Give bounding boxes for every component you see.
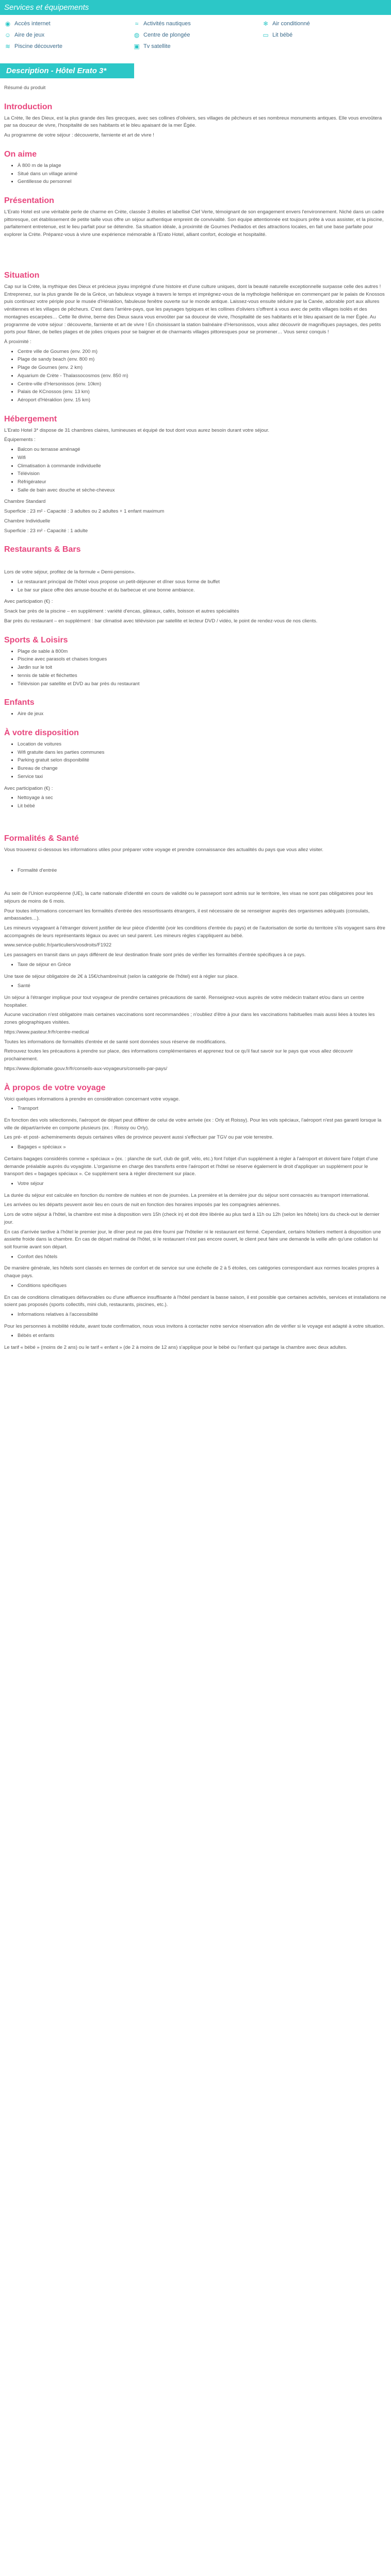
intro-text: La Crète, île des Dieux, est la plus grande des îles grecques, avec ses collines d'oliviers, ses villages de pêcheurs et ses nombreux monuments antiques. Elle vous envoûtera par sa douceur de vivre, l'hospitalité de ses habitants et le bleu apaisant de la mer Égée. — [4, 115, 382, 129]
sports-list — [4, 648, 387, 688]
list-item: • Aquarium de Crète - Thalassocosmos (env. 850 m) — [18, 372, 387, 380]
transport-list — [4, 1105, 387, 1113]
restaurants-snack: Snack bar près de la piscine – en supplément : variété d'encas, gâteaux, cafés, boisson et autres spécialités — [4, 608, 239, 615]
room-single-size: Superficie : 23 m² - Capacité : 1 adulte — [4, 528, 88, 534]
list-item: • Lit bébé — [18, 803, 387, 810]
list-item: • Télévision — [18, 470, 387, 478]
service-label: Activités nautiques — [143, 21, 191, 27]
service-item-playground — [4, 31, 133, 39]
transport-text-2: Les pré- et post- acheminements depuis certaines villes de province peuvent aussi s'effectuer par TGV ou par voie terrestre. — [4, 1134, 274, 1141]
room-standard-title: Chambre Standard — [4, 499, 46, 505]
summary-label: Résumé du produit — [4, 85, 46, 91]
children-heading: Enfants — [4, 698, 35, 707]
list-item: • Wifi — [18, 454, 387, 462]
situation-text: Cap sur la Crète, la mythique des Dieux et précieux joyau imprégné d'une histoire et d'une culture uniques, dont la beauté naturelle exceptionnelle surpasse celle des autres ! Entreprenez, sur la plus grande île de la Grèce, un fabuleux voyage à travers le temps et imprégnez-vous de la mythologie hellénique en commençant par le palais de Knossos puis continuez votre périple pour le musée d'Héraklion, fabuleuse fenêtre ouverte sur le monde antique. Laissez-vous ensuite séduire par la Canée, adorable port aux allures vénitiennes et les villages de pêcheurs. C'est dans l'arrière-pays, que les paysages typiques et les collines d'oliviers s'offrent à vous avec de petits villages isolés et des montagnes escarpées… Cette île divine, berne des Dieux saura vous envoûter par sa douceur de vivre, l'hospitalité de ses habitants et le bleu apaisant de la mer Égée. Au programme de votre séjour : découverte, farniente et art de vivre ! En choisissant la station balnéaire d'Hersonissos, vous allez découvrir de magnifiques paysages, des petits ports pour flâner, de belles plages et de jolies criques pour se baigner et de charmants villages pittoresques pour se promener… Vous serez conquis ! — [4, 283, 385, 335]
proximity-list — [4, 348, 387, 404]
presentation-text: L'Erato Hotel est une véritable perle de charme en Crète, classée 3 étoiles et labellisé Clef Verte, témoignant de son engagement envers l'environnement. Niché dans un cadre pittoresque, cet établissement de petite taille vous offre un séjour authentique empreint de convivialité. Son équipe attentionnée est toujours prête à vous assister, et la piscine, parfaitement entretenue, est le lieu parfait pour se détendre. Sa situation idéale, à proximité de Gournes Pediados et des attractions locales, en fait une base parfaite pour explorer la Crète. Préparez-vous à vivre une expérience mémorable à l'Erato Hotel, alliant confort, écologie et hospitalité. — [4, 209, 384, 238]
restaurants-intro: Lors de votre séjour, profitez de la formule « Demi-pension». — [4, 569, 136, 575]
service-item-water-sports — [133, 20, 262, 27]
health-link[interactable]: https://www.pasteur.fr/fr/centre-medical — [4, 1029, 89, 1035]
list-item: • Centre ville de Gournes (env. 200 m) — [18, 348, 387, 356]
presentation-heading: Présentation — [4, 196, 54, 206]
snowflake-icon: ❄ — [263, 20, 269, 27]
list-item: • Aéroport d'Héraklion (env. 15 km) — [18, 397, 387, 404]
list-item: • Parking gratuit selon disponibilité — [18, 757, 387, 765]
diving-icon: ◍ — [134, 31, 140, 39]
service-label: Piscine découverte — [14, 43, 62, 49]
facilities-list — [4, 741, 387, 781]
on-aime-heading: On aime — [4, 149, 37, 159]
service-label: Tv satellite — [143, 43, 171, 49]
about-intro: Voici quelques informations à prendre en considération concernant votre voyage. — [4, 1096, 180, 1102]
list-item: • Jardin sur le toit — [18, 664, 387, 672]
list-item: • Le restaurant principal de l'hôtel vous propose un petit-déjeuner et dîner sous forme de buffet — [18, 579, 387, 586]
conditions-text: En cas de conditions climatiques défavorables ou d'une affluence insuffisante à l'hôtel pendant la basse saison, il est possible que certaines activités, services et installations ne soient pas proposés (sports collectifs, mini club, restaurants, piscines, etc.). — [4, 1294, 386, 1308]
intro-text-2: Au programme de votre séjour : découverte, farniente et art de vivre ! — [4, 132, 154, 139]
list-item: • Informations relatives à l'accessibilité — [18, 1311, 387, 1319]
baby-bed-icon: ▭ — [263, 31, 269, 39]
list-item: • Piscine avec parasols et chaises longues — [18, 656, 387, 664]
restaurants-list — [4, 579, 387, 594]
service-label: Aire de jeux — [14, 32, 45, 38]
service-item-air-conditioning — [262, 20, 391, 27]
list-item: • À 800 m de la plage — [18, 162, 387, 170]
service-label: Air conditionné — [272, 21, 310, 27]
service-item-baby-bed — [262, 31, 391, 39]
list-item: • Bébés et enfants — [18, 1332, 387, 1340]
list-item: • Bagages « spéciaux » — [18, 1144, 387, 1151]
list-item: • Palais de KCnossos (env. 13 km) — [18, 388, 387, 396]
situation-heading: Situation — [4, 270, 40, 280]
health-link-2[interactable]: https://www.diplomatie.gouv.fr/fr/conseils-aux-voyageurs/conseils-par-pays/ — [4, 1065, 168, 1072]
list-item: • Plage de Gournes (env. 2 km) — [18, 364, 387, 372]
pool-icon: ≋ — [5, 43, 11, 50]
sports-heading: Sports & Loisirs — [4, 635, 68, 645]
list-item: • Nettoyage à sec — [18, 794, 387, 802]
tax-text: Une taxe de séjour obligatoire de 2€ à 15€/chambre/nuit (selon la catégorie de l'hôtel) est à régler sur place. — [4, 973, 239, 979]
facilities-participation: Avec participation (€) : — [4, 785, 53, 791]
stay-text-4: En cas d'arrivée tardive à l'hôtel le premier jour, le dîner peut ne pas être fourni par l'hôtelier ni le restaurant est fermé. Cependant, certains hôteliers mettent à disposition une assiette froide dans la chambre. En cas de départ matinal de l'hôtel, si le restaurant n'est pas encore ouvert, le client peut faire une demande la veille afin qu'une collation lui soit fournie avant son départ. — [4, 1229, 381, 1250]
service-item-diving — [133, 31, 262, 39]
formalities-text-3: Les mineurs voyageant à l'étranger doivent justifier de leur pièce d'identité (voir les conditions d'entrée du pays) et de l'autorisation de sortie du territoire s'ils voyagent sans être accompagnés de leurs représentants légaux ou avec un seul parent. Les mineurs règles s'appliquent au bébé. — [4, 925, 385, 939]
list-item: • Santé — [18, 982, 387, 990]
health-list — [4, 982, 387, 990]
list-item: • Télévision par satellite et DVD au bar près du restaurant — [18, 681, 387, 688]
health-text-1: Un séjour à l'étranger implique pour tout voyageur de prendre certaines précautions de santé. Renseignez-vous auprès de votre médecin traitant et/ou dans un centre hospitalier. — [4, 995, 364, 1008]
playground-icon: ☺ — [4, 31, 11, 39]
restaurants-heading: Restaurants & Bars — [4, 545, 81, 554]
service-label: Accès internet — [14, 21, 51, 27]
proximity-label: À proximité : — [4, 338, 31, 345]
formalities-link-1[interactable]: www.service-public.fr/particuliers/vosdroits/F1922 — [4, 942, 112, 948]
accommodation-heading: Hébergement — [4, 414, 57, 423]
list-item: • Service taxi — [18, 773, 387, 781]
list-item: • Taxe de séjour en Grèce — [18, 961, 387, 969]
stay-text-2: Les arrivées ou les départs peuvent avoir lieu en cours de nuit en fonction des horaires imposés par les compagnies aériennes. — [4, 1202, 281, 1208]
formalities-heading: Formalités & Santé — [4, 834, 79, 843]
list-item: • Balcon ou terrasse aménagé — [18, 446, 387, 454]
service-label: Lit bébé — [272, 32, 293, 38]
list-item: • Salle de bain avec douche et sèche-cheveux — [18, 487, 387, 495]
list-item: • Aire de jeux — [18, 710, 387, 718]
babies-text: Le tarif « bébé » (moins de 2 ans) ou le tarif « enfant » (de 2 à moins de 12 ans) s'applique pour le bébé ou l'enfant qui partage la chambre avec deux adultes. — [4, 1345, 347, 1351]
tax-list — [4, 961, 387, 969]
description-content — [0, 78, 391, 1364]
comfort-list — [4, 1253, 387, 1261]
health-text-3: Toutes les informations de formalités d'entrée et de santé sont données sous réserve de modifications. — [4, 1039, 227, 1045]
services-grid — [0, 15, 391, 53]
comfort-text: De manière générale, les hôtels sont classés en termes de confort et de service sur une échelle de 2 à 5 étoiles, ces catégories correspondant aux normes locales propres à chaque pays. — [4, 1265, 379, 1279]
list-item: • Bureau de change — [18, 765, 387, 773]
service-item-tv — [133, 43, 262, 50]
list-item: • Location de voitures — [18, 741, 387, 749]
facilities-paid-list — [4, 794, 387, 810]
accommodation-text: L'Erato Hotel 3* dispose de 31 chambres claires, lumineuses et équipé de tout dont vous aurez besoin durant votre séjour. — [4, 427, 270, 433]
babies-list — [4, 1332, 387, 1340]
list-item: • Réfrigérateur — [18, 479, 387, 486]
children-list — [4, 710, 387, 718]
list-item: • Votre séjour — [18, 1180, 387, 1188]
facilities-heading: À votre disposition — [4, 728, 79, 737]
tv-icon: ▣ — [134, 43, 140, 50]
list-item: • Le bar sur place offre des amuse-bouche et du barbecue et une bonne ambiance. — [18, 587, 387, 595]
list-item: • Wifi gratuite dans les parties communes — [18, 749, 387, 757]
conditions-list — [4, 1282, 387, 1290]
stay-text-3: Lors de votre séjour à l'hôtel, la chambre est mise à disposition vers 15h (check in) et doit être libérée au plus tard à 11h ou 12h (selon les hôtels) lors du check-out le dernier jour. — [4, 1212, 380, 1225]
room-single-title: Chambre Individuelle — [4, 518, 51, 524]
intro-heading: Introduction — [4, 102, 53, 111]
room-standard-size: Superficie : 23 m² - Capacité : 3 adultes ou 2 adultes + 1 enfant maximum — [4, 509, 165, 515]
restaurants-participation: Avec participation (€) : — [4, 599, 53, 605]
on-aime-list — [4, 162, 387, 186]
services-header: Services et équipements — [0, 0, 391, 15]
service-item-pool — [4, 43, 133, 50]
list-item: • Formalité d'entrée — [18, 867, 387, 875]
equipment-list — [4, 446, 387, 494]
luggage-list — [4, 1144, 387, 1151]
stay-list — [4, 1180, 387, 1188]
list-item: • tennis de table et fléchettes — [18, 672, 387, 680]
stay-text-1: La durée du séjour est calculée en fonction du nombre de nuitées et non de journées. La première et la dernière jour du séjour sont consacrés au transport international. — [4, 1192, 370, 1198]
health-text-2: Aucune vaccination n'est obligatoire mais certaines vaccinations sont recommandées ; n'oubliez d'être à jour dans les vaccinations habituelles mais aussi liées à toutes les zones géographiques visitées. — [4, 1012, 375, 1026]
service-label: Centre de plongée — [143, 32, 190, 38]
accessibility-list — [4, 1311, 387, 1319]
about-heading: À propos de votre voyage — [4, 1083, 106, 1092]
water-sports-icon: ≈ — [135, 20, 139, 27]
list-item: • Plage de sandy beach (env. 800 m) — [18, 356, 387, 364]
accessibility-text: Pour les personnes à mobilité réduite, avant toute confirmation, nous vous invitons à contacter notre service réservation afin de vérifier si le voyage est adapté à votre situation. — [4, 1323, 385, 1329]
list-item: • Conditions spécifiques — [18, 1282, 387, 1290]
transport-text-1: En fonction des vols sélectionnés, l'aéroport de départ peut différer de celui de votre arrivée (ex : Orly et Roissy). Pour les vols spéciaux, l'aéroport n'est pas garanti lorsque la ville de départ/arrivée en comporte plusieurs (ex. : Roissy ou Orly). — [4, 1117, 382, 1131]
list-item: • Centre-ville d'Hersonissos (env. 10km) — [18, 381, 387, 388]
list-item: • Gentillesse du personnel — [18, 178, 387, 186]
wifi-icon: ◉ — [5, 20, 11, 27]
restaurants-bar: Bar près du restaurant – en supplément : bar climatisé avec télévision par satellite et lecteur DVD / vidéo, le point de rendez-vous de nos clients. — [4, 618, 318, 624]
formalities-text-2: Pour toutes informations concernant les formalités d'entrée des ressortissants étrangers, il est nécessaire de se renseigner auprès des organismes adéquats (consulats, ambassades…). — [4, 908, 370, 922]
list-item: • Climatisation à commande individuelle — [18, 463, 387, 470]
equipment-label: Équipements : — [4, 437, 36, 443]
service-item-internet — [4, 20, 133, 27]
formalities-intro: Vous trouverez ci-dessous les informations utiles pour préparer votre voyage et prendre connaissance des actualités du pays que vous allez visiter. — [4, 846, 323, 853]
formalities-entry-list — [4, 867, 387, 875]
formalities-text-1: Au sein de l'Union européenne (UE), la carte nationale d'identité en cours de validité ou le passeport sont admis sur le territoire, les visas ne sont pas obligatoires pour les séjours de moins de 6 mois. — [4, 891, 373, 904]
list-item: • Transport — [18, 1105, 387, 1113]
list-item: • Confort des hôtels — [18, 1253, 387, 1261]
list-item: • Situé dans un village animé — [18, 171, 387, 178]
list-item: • Plage de sable à 800m — [18, 648, 387, 656]
formalities-text-4: Les passagers en transit dans un pays différent de leur destination finale sont priés de vérifier les formalités d'entrée spécifiques à ce pays. — [4, 952, 306, 958]
luggage-text: Certains bagages considérés comme « spéciaux » (ex. : planche de surf, club de golf, vélo, etc.) font l'objet d'un supplément à régler à l'aéroport et doivent faire l'objet d'une demande préalable auprès du voyagiste. L'organisme en charge des transferts entre l'aéroport et l'hôtel se réserve également le droit d'appliquer un supplément pour le transport des « bagages spéciaux ». Ce supplément sera à régler directement sur place. — [4, 1156, 378, 1177]
health-text-4: Retrouvez toutes les précautions à prendre sur place, des informations complémentaires et apprenez tout ce qu'il faut savoir sur le pays que vous allez découvrir prochainement. — [4, 1048, 353, 1062]
description-header: Description - Hôtel Erato 3* — [0, 63, 134, 78]
